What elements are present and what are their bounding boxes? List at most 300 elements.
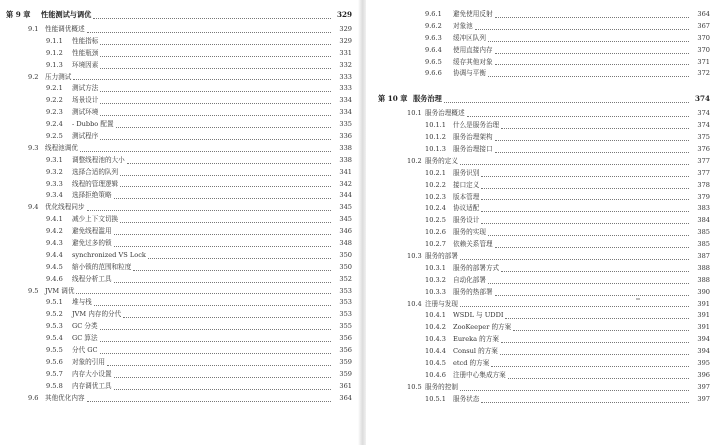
toc-entry [6, 333, 352, 345]
toc-entry-number: 10.4.1 [425, 311, 446, 320]
toc-entry-title: WSDL 与 UDDI [453, 311, 504, 320]
toc-entry-title: 服务识别 [453, 168, 480, 177]
toc-leader-dots [100, 102, 331, 104]
toc-entry-title: 内存大小设置 [72, 369, 112, 378]
toc-leader-dots [94, 304, 331, 306]
toc-leader-dots [133, 269, 331, 271]
toc-entry-title: 性能指标 [72, 36, 99, 45]
toc-entry [6, 238, 352, 250]
toc-entry-number: 10.5.1 [425, 394, 446, 403]
toc-leader-dots [495, 52, 689, 54]
toc-entry-number: 9.6.3 [425, 33, 442, 42]
toc-entry-title: - Dubbo 配置 [72, 120, 114, 129]
toc-leader-dots [508, 377, 689, 379]
toc-entry [378, 180, 710, 192]
toc-entry-title: 服务治理架构 [453, 133, 493, 142]
toc-entry-page: 376 [697, 145, 710, 153]
toc-entry-page: 387 [697, 252, 710, 261]
toc-entry-title: 性能测试与调优 [41, 10, 92, 19]
toc-leader-dots [100, 67, 331, 69]
toc-entry-title: 服务的定义 [425, 156, 458, 165]
toc-entry-title: Eureka 的方案 [453, 335, 499, 344]
toc-leader-dots [120, 174, 331, 176]
toc-entry-page: 374 [697, 121, 710, 130]
toc-entry [378, 21, 710, 33]
toc-entry-number: 9.4.5 [46, 262, 63, 271]
toc-entry-number: 9.2.1 [46, 84, 63, 93]
toc-entry-page: 352 [339, 274, 352, 283]
toc-entry-page: 372 [697, 69, 710, 78]
toc-entry-page: 338 [339, 155, 352, 164]
toc-entry-number: 10.2.4 [425, 204, 446, 213]
toc-leader-dots [93, 17, 331, 19]
toc-entry-page: 370 [697, 45, 710, 54]
toc-entry-title: 性能瓶颈 [72, 48, 99, 57]
toc-leader-dots [100, 114, 331, 116]
toc-entry-page: 334 [339, 108, 352, 117]
toc-entry-number: 9.5.3 [46, 322, 63, 331]
toc-entry-number: 9.6 [28, 393, 39, 402]
toc-entry [6, 60, 352, 72]
toc-entry-number: 9.3.4 [46, 191, 63, 200]
toc-entry-title: 优化线程同步 [45, 203, 85, 212]
toc-entry-title: 服务设计 [453, 216, 480, 225]
toc-leader-dots [87, 31, 331, 33]
toc-entry-number: 10.5 [407, 382, 422, 391]
toc-entry-page: 391 [697, 311, 710, 320]
toc-entry-number: 9.4 [28, 203, 39, 212]
toc-entry-title: 协调与平衡 [453, 69, 486, 78]
toc-entry-page: 367 [697, 21, 710, 30]
toc-entry-title: 避免使用反射 [453, 9, 493, 18]
toc-entry-number: 10.2 [407, 156, 422, 165]
toc-entry-number: 10.2.6 [425, 228, 446, 237]
toc-entry [378, 192, 710, 204]
toc-entry-number: 9.5.2 [46, 310, 63, 319]
toc-entry-page: 344 [339, 191, 352, 200]
toc-entry-page: 377 [697, 168, 710, 177]
toc-entry-title: 服务治理概述 [425, 109, 465, 118]
toc-leader-dots [80, 150, 331, 152]
toc-entry-page: 331 [339, 48, 352, 57]
toc-leader-dots [467, 115, 689, 117]
toc-entry-title: 避免线程滥用 [72, 227, 112, 236]
toc-leader-dots [495, 16, 689, 18]
toc-entry-page: 390 [697, 287, 710, 296]
toc-entry-title: 内存调优工具 [72, 381, 112, 390]
toc-leader-dots [491, 365, 689, 367]
toc-entry-page: 374 [694, 94, 710, 104]
toc-entry-title: 避免过多的锁 [72, 239, 112, 248]
toc-entry-number: 9.6.4 [425, 45, 442, 54]
toc-entry-page: 394 [697, 335, 710, 344]
toc-entry-page: 374 [697, 109, 710, 118]
toc-leader-dots [100, 55, 331, 57]
toc-entry [6, 286, 352, 298]
toc-entry-title: 性能调优概述 [45, 24, 85, 33]
toc-leader-dots [495, 246, 689, 248]
toc-entry [378, 382, 710, 394]
toc-entry [6, 274, 352, 286]
toc-entry [378, 108, 710, 120]
toc-entry-page: 356 [339, 334, 352, 343]
toc-entry-number: 10.2.2 [425, 180, 446, 189]
toc-leader-dots [107, 364, 331, 366]
toc-leader-dots [505, 317, 689, 319]
toc-entry-page: 335 [339, 120, 352, 129]
toc-entry [378, 156, 710, 168]
toc-entry-page: 397 [697, 394, 710, 403]
toc-entry-title: 协议适配 [453, 204, 480, 213]
toc-entry-title: synchronized VS Lock [72, 250, 146, 259]
toc-entry [6, 357, 352, 369]
toc-entry-page: 388 [697, 263, 710, 272]
toc-entry-title: 环境因素 [72, 60, 99, 69]
toc-entry-number: 9.1.3 [46, 60, 63, 69]
toc-entry [6, 226, 352, 238]
toc-entry-title: 服务状态 [453, 394, 480, 403]
toc-entry-page: 391 [697, 299, 710, 308]
toc-entry-number: 9.5.6 [46, 357, 63, 366]
toc-entry-page: 329 [339, 24, 352, 33]
toc-entry [6, 48, 352, 60]
toc-entry [378, 215, 710, 227]
toc-entry [6, 250, 352, 262]
toc-entry-number: 9.5.8 [46, 381, 63, 390]
toc-entry-title: 自动化部署 [453, 275, 486, 284]
toc-entry-title: 使用直接内存 [453, 45, 493, 54]
toc-entry-title: 注册中心集成方案 [453, 370, 506, 379]
toc-leader-dots [114, 245, 331, 247]
toc-entry [378, 346, 710, 358]
toc-entry [6, 36, 352, 48]
toc-entry-number: 10.4.4 [425, 347, 446, 356]
toc-entry-page: 383 [697, 204, 710, 213]
toc-entry [378, 9, 710, 21]
toc-leader-dots [500, 353, 689, 355]
toc-chapter-entry [6, 8, 352, 22]
toc-leader-dots [114, 376, 331, 378]
toc-entry [378, 144, 710, 156]
toc-leader-dots [501, 270, 689, 272]
toc-entry-title: 什么是服务治理 [453, 121, 500, 130]
toc-entry [6, 107, 352, 119]
toc-entry [6, 24, 352, 36]
toc-entry [6, 72, 352, 84]
toc-entry-page: 350 [339, 250, 352, 259]
toc-entry-number: 10.1 [407, 109, 422, 118]
toc-entry-title: 接口定义 [453, 180, 480, 189]
toc-entry [6, 369, 352, 381]
toc-entry-number: 10.3.3 [425, 287, 446, 296]
toc-leader-dots [495, 151, 689, 153]
toc-entry-title: 缩小锁的范围和粒度 [72, 262, 132, 271]
toc-entry-title: JVM 调优 [45, 286, 75, 295]
toc-entry-title: 服务的部署方式 [453, 263, 500, 272]
toc-entry-title: ZooKeeper 的方案 [453, 323, 512, 332]
toc-entry [6, 381, 352, 393]
toc-entry-number: 10.4.6 [425, 370, 446, 379]
toc-entry-title: 测试方法 [72, 84, 99, 93]
toc-entry [378, 251, 710, 263]
toc-entry-page: 379 [697, 192, 710, 201]
toc-entry [6, 190, 352, 202]
toc-entry-page: 345 [339, 215, 352, 224]
toc-entry-title: 对象的引用 [72, 357, 105, 366]
scan-mark [636, 298, 640, 300]
toc-entry [6, 393, 352, 405]
toc-entry-title: 选择合适的队列 [72, 167, 119, 176]
toc-entry-page: 341 [339, 167, 352, 176]
toc-leader-dots [460, 258, 689, 260]
toc-entry-number: 9.2.2 [46, 96, 63, 105]
toc-entry [378, 334, 710, 346]
toc-entry [378, 370, 710, 382]
toc-entry-page: 353 [339, 286, 352, 295]
toc-leader-dots [501, 127, 689, 129]
toc-entry-title: 服务的控制 [425, 382, 458, 391]
toc-entry [6, 95, 352, 107]
toc-entry [378, 358, 710, 370]
toc-entry-number: 9.1 [28, 24, 39, 33]
toc-entry [378, 33, 710, 45]
toc-entry-page: 364 [697, 9, 710, 18]
toc-chapter-entry [378, 92, 710, 106]
toc-entry-number: 9.3.2 [46, 167, 63, 176]
toc-leader-dots [501, 341, 689, 343]
toc-leader-dots [495, 139, 689, 141]
toc-leader-dots [481, 198, 689, 200]
toc-entry-title: 服务治理接口 [453, 145, 493, 153]
toc-leader-dots [488, 234, 689, 236]
toc-entry-number: 9.2 [28, 72, 39, 81]
toc-entry-title: 其他优化内容 [45, 393, 85, 402]
toc-entry-number: 10.4 [407, 299, 422, 308]
toc-entry-number: 10.2.1 [425, 168, 446, 177]
toc-entry-number: 10.1.1 [425, 121, 446, 130]
toc-entry-title: JVM 内存的分代 [72, 310, 122, 319]
toc-leader-dots [100, 43, 331, 45]
toc-entry [378, 287, 710, 299]
toc-entry-page: 378 [697, 180, 710, 189]
toc-entry-title: 对象池 [453, 21, 473, 30]
toc-leader-dots [481, 401, 689, 403]
toc-entry-page: 370 [697, 33, 710, 42]
toc-entry-number: 9.2.4 [46, 120, 63, 129]
toc-entry-page: 377 [697, 156, 710, 165]
toc-entry-page: 388 [697, 275, 710, 284]
toc-leader-dots [87, 400, 331, 402]
toc-entry-number: 10.1.3 [425, 145, 446, 153]
toc-entry [378, 299, 710, 311]
toc-entry-number: 9.5.5 [46, 346, 63, 355]
toc-entry-page: 345 [339, 203, 352, 212]
toc-entry-page: 338 [339, 143, 352, 152]
toc-entry-title: 版本管理 [453, 192, 480, 201]
toc-leader-dots [87, 209, 331, 211]
toc-leader-dots [488, 282, 689, 284]
toc-entry [6, 202, 352, 214]
toc-entry [6, 262, 352, 274]
toc-entry [6, 309, 352, 321]
toc-entry-title: 测试环境 [72, 108, 99, 117]
toc-leader-dots [120, 221, 331, 223]
toc-entry [6, 131, 352, 143]
toc-entry-title: 减少上下文切换 [72, 215, 119, 224]
toc-entry-number: 9.2.3 [46, 108, 63, 117]
toc-entry-number: 9.1.2 [46, 48, 63, 57]
toc-entry-page: 353 [339, 310, 352, 319]
toc-leader-dots [76, 292, 331, 294]
toc-entry-title: 注册与发现 [425, 299, 458, 308]
toc-entry-title: 测试程序 [72, 132, 99, 140]
toc-entry [378, 57, 710, 69]
toc-entry-number: 9.1.1 [46, 36, 63, 45]
toc-entry-page: 361 [339, 381, 352, 390]
toc-entry [378, 263, 710, 275]
toc-leader-dots [73, 78, 331, 80]
toc-leader-dots [460, 163, 689, 165]
toc-entry-number: 9.6.1 [425, 9, 442, 18]
toc-leader-dots [148, 257, 331, 259]
toc-entry-page: 355 [339, 322, 352, 331]
toc-entry [378, 132, 710, 144]
toc-entry-number: 10.4.3 [425, 335, 446, 344]
toc-entry-page: 359 [339, 369, 352, 378]
toc-entry-page: 348 [339, 239, 352, 248]
toc-entry-number: 10.3.2 [425, 275, 446, 284]
toc-leader-dots [100, 328, 331, 330]
toc-entry-title: 压力测试 [45, 72, 72, 81]
toc-entry [378, 310, 710, 322]
toc-entry-page: 375 [697, 133, 710, 142]
toc-leader-dots [481, 187, 689, 189]
toc-entry-title: Consul 的方案 [453, 347, 498, 356]
toc-entry-number: 10.1.2 [425, 133, 446, 142]
toc-entry-number: 9.5.7 [46, 369, 63, 378]
toc-entry-page: 371 [697, 57, 710, 66]
toc-entry-number: 10.4.5 [425, 359, 446, 368]
toc-entry [378, 168, 710, 180]
toc-leader-dots [488, 40, 689, 42]
toc-entry-page: 385 [697, 228, 710, 237]
toc-entry [6, 119, 352, 131]
toc-entry-page: 395 [697, 359, 710, 368]
toc-entry [6, 214, 352, 226]
toc-entry-number: 10.3.1 [425, 263, 446, 272]
toc-entry-title: 场景设计 [72, 96, 99, 105]
toc-leader-dots [481, 175, 689, 177]
toc-entry-page: 394 [697, 347, 710, 356]
toc-entry-page: 329 [339, 36, 352, 45]
toc-entry-title: 服务的部署 [425, 252, 458, 261]
toc-entry-page: 334 [339, 96, 352, 105]
toc-leader-dots [475, 28, 689, 30]
toc-entry-page: 397 [697, 382, 710, 391]
toc-leader-dots [460, 305, 689, 307]
toc-entry-page: 356 [339, 346, 352, 355]
toc-entry-title: 调整线程池的大小 [72, 155, 125, 164]
toc-entry [378, 275, 710, 287]
toc-entry [378, 68, 710, 80]
toc-leader-dots [481, 210, 689, 212]
toc-entry-number: 9.4.6 [46, 274, 63, 283]
toc-entry-number: 9.5.1 [46, 298, 63, 307]
toc-entry-number: 9.6.6 [425, 69, 442, 78]
toc-entry-title: 缓存其他对象 [453, 57, 493, 66]
toc-entry [378, 227, 710, 239]
toc-leader-dots [481, 222, 689, 224]
toc-entry-title: etcd 的方案 [453, 359, 490, 368]
toc-leader-dots [127, 162, 331, 164]
toc-entry-title: 服务治理 [413, 94, 442, 104]
toc-entry-page: 396 [697, 370, 710, 379]
toc-entry-title: 线程池调优 [45, 143, 78, 152]
toc-entry-page: 332 [339, 60, 352, 69]
toc-leader-dots [123, 316, 331, 318]
toc-entry-title: GC 分类 [72, 322, 98, 331]
toc-entry-title: 分代 GC [72, 346, 98, 355]
toc-leader-dots [100, 340, 331, 342]
toc-entry [6, 83, 352, 95]
toc-entry-number: 10.3 [407, 252, 422, 261]
toc-leader-dots [116, 126, 331, 128]
toc-entry-page: 384 [697, 216, 710, 225]
toc-entry-page: 333 [339, 84, 352, 93]
toc-entry-number: 10.2.5 [425, 216, 446, 225]
toc-entry-number: 9.2.5 [46, 132, 63, 140]
toc-entry-number: 10.2.3 [425, 192, 446, 201]
toc-left-page [0, 0, 358, 445]
toc-entry [378, 120, 710, 132]
toc-entry-title: 线程的管理逻辑 [72, 179, 119, 188]
toc-entry-page: 333 [339, 72, 352, 81]
toc-leader-dots [120, 185, 331, 187]
toc-leader-dots [114, 197, 331, 199]
toc-entry-number: 9.3 [28, 143, 39, 152]
toc-entry [6, 155, 352, 167]
toc-leader-dots [114, 233, 331, 235]
toc-entry-number: 第 9 章 [6, 10, 31, 19]
toc-entry [6, 297, 352, 309]
toc-entry-number: 9.4.1 [46, 215, 63, 224]
toc-leader-dots [460, 389, 689, 391]
toc-entry [378, 394, 710, 406]
toc-entry [6, 345, 352, 357]
toc-entry-number: 9.6.2 [425, 21, 442, 30]
toc-entry-number: 9.4.2 [46, 227, 63, 236]
toc-entry-title: 服务的热部署 [453, 287, 493, 296]
toc-entry-number: 9.5 [28, 286, 39, 295]
toc-entry-page: 359 [339, 357, 352, 366]
toc-entry-page: 336 [339, 132, 352, 140]
toc-entry [6, 167, 352, 179]
toc-entry-number: 9.3.3 [46, 179, 63, 188]
toc-entry-number: 10.4.2 [425, 323, 446, 332]
toc-entry-page: 391 [697, 323, 710, 332]
toc-leader-dots [444, 101, 689, 103]
toc-entry-page: 364 [339, 393, 352, 402]
toc-entry [378, 45, 710, 57]
toc-leader-dots [114, 281, 331, 283]
toc-entry-page: 346 [339, 227, 352, 236]
toc-entry-title: 堆与栈 [72, 298, 92, 307]
toc-entry-page: 329 [336, 10, 352, 19]
toc-right-page [366, 0, 720, 445]
toc-entry-title: 依赖关系管理 [453, 240, 493, 249]
toc-entry-number: 9.3.1 [46, 155, 63, 164]
toc-entry-number: 9.4.3 [46, 239, 63, 248]
